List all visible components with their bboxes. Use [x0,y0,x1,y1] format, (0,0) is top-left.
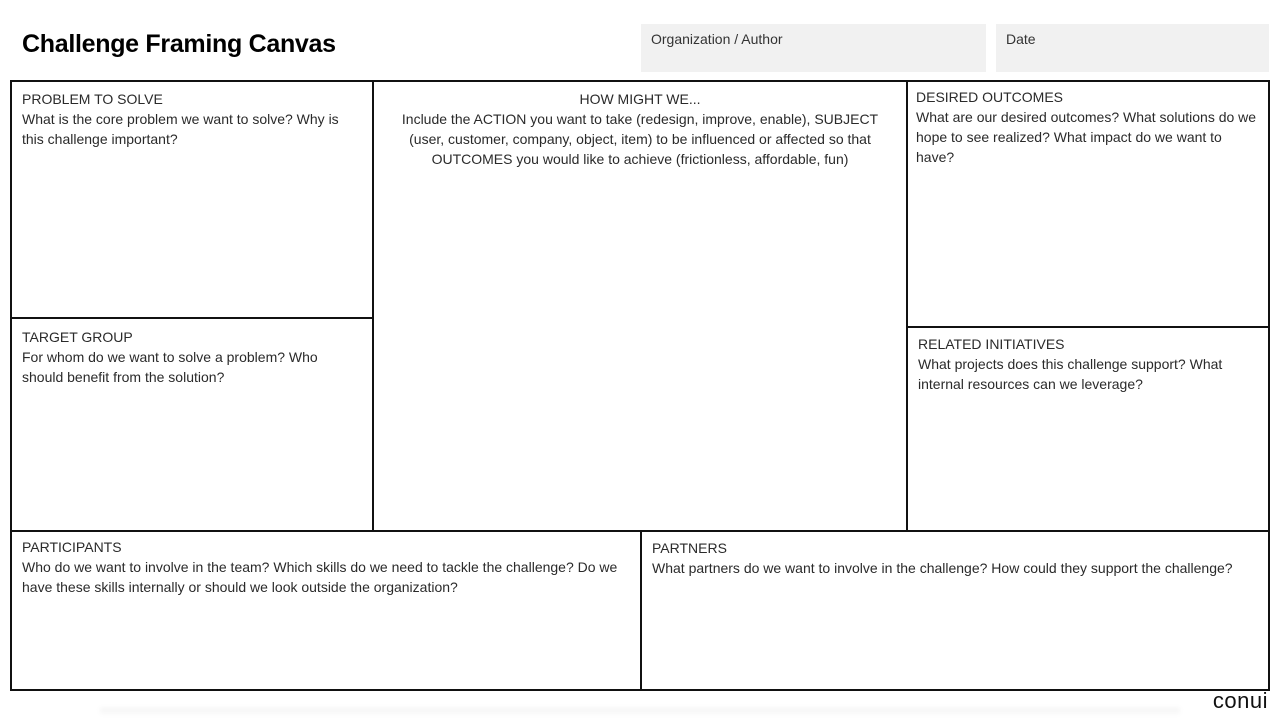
problem-title: PROBLEM TO SOLVE [22,91,163,107]
target-group-prompt: For whom do we want to solve a problem? Who should benefit from the solution? [22,349,318,385]
participants-prompt: Who do we want to involve in the team? Which skills do we need to tackle the challenge? Do we have these skills internally or should we look outside the organization? [22,559,618,595]
target-group-title: TARGET GROUP [22,329,133,345]
brand-logo: conui [1212,688,1268,713]
section-related-initiatives[interactable] [908,328,1268,530]
section-how-might-we[interactable] [374,82,906,530]
desired-outcomes-prompt: What are our desired outcomes? What solutions do we hope to see realized? What impact do we want to have? [916,109,1257,165]
page-title: Challenge Framing Canvas [22,30,336,58]
how-might-we-title: HOW MIGHT WE... [579,91,701,107]
page-shadow [100,708,1180,716]
section-desired-outcomes[interactable] [908,82,1268,326]
related-initiatives-prompt: What projects does this challenge support? What internal resources can we leverage? [918,356,1223,392]
participants-title: PARTICIPANTS [22,539,122,555]
section-participants[interactable] [12,532,640,689]
organization-author-label: Organization / Author [651,31,783,47]
date-field[interactable] [996,24,1269,72]
section-partners[interactable] [642,532,1268,689]
how-might-we-prompt: Include the ACTION you want to take (redesign, improve, enable), SUBJECT (user, customer, company, object, item) to be influenced or affected so that OUTCOMES you would like to achieve (frictionless, affordable, fun) [401,111,879,167]
section-problem-to-solve[interactable] [12,82,372,317]
partners-prompt: What partners do we want to involve in the challenge? How could they support the challenge? [652,560,1233,576]
partners-title: PARTNERS [652,540,727,556]
related-initiatives-title: RELATED INITIATIVES [918,336,1065,352]
desired-outcomes-title: DESIRED OUTCOMES [916,89,1064,105]
organization-author-field[interactable] [641,24,986,72]
section-target-group[interactable] [12,319,372,530]
canvas-board [10,80,1270,691]
problem-prompt: What is the core problem we want to solve? Why is this challenge important? [22,111,339,147]
date-label: Date [1006,31,1036,47]
